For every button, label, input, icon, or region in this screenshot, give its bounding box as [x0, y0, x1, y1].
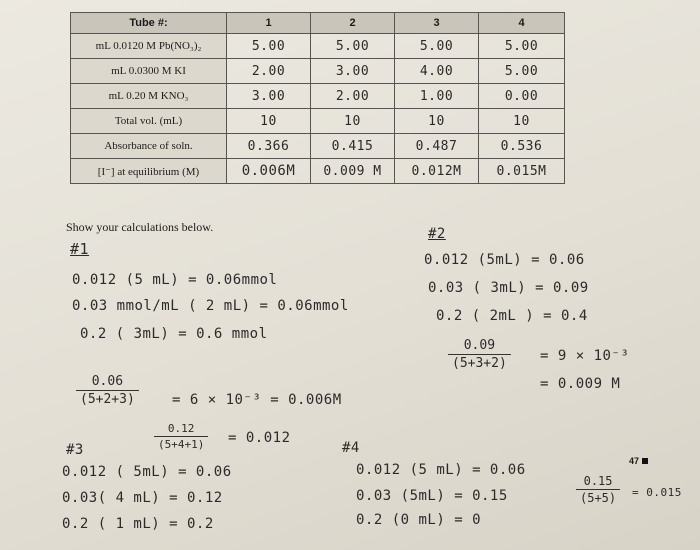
tube-number-header: Tube #: [71, 13, 227, 34]
table-cell: 5.00 [479, 59, 565, 84]
table-cell: 0.00 [479, 84, 565, 109]
tube1-label: #1 [70, 240, 90, 258]
table-cell: 10 [395, 109, 479, 134]
table-header-row [71, 13, 565, 34]
table-cell: 0.006M [227, 159, 311, 184]
table-cell: 10 [227, 109, 311, 134]
tube-header: 1 [227, 13, 311, 34]
table-row [71, 134, 565, 159]
tube2-calc-line: 0.2 ( 2mL ) = 0.4 [436, 308, 588, 324]
table-cell: 2.00 [311, 84, 395, 109]
table-cell: 1.00 [395, 84, 479, 109]
page-number-text: 47 [628, 456, 639, 466]
row-label: mL 0.0120 M Pb(NO₃)₂ [71, 34, 227, 59]
tube2-label: #2 [428, 226, 446, 242]
table-row [71, 59, 565, 84]
table-cell: 0.009 M [311, 159, 395, 184]
table-cell: 4.00 [395, 59, 479, 84]
tube3-calc-line: 0.012 ( 5mL) = 0.06 [62, 464, 232, 480]
tube1-fraction-numerator: 0.06 [76, 374, 139, 391]
table-row [71, 34, 565, 59]
tube2-calc-line: 0.03 ( 3mL) = 0.09 [428, 280, 589, 296]
tube4-fraction [576, 474, 620, 505]
tube4-label: #4 [342, 440, 360, 456]
table-cell: 0.415 [311, 134, 395, 159]
row-label: Total vol. (mL) [71, 109, 227, 134]
tube4-calc-line: 0.2 (0 mL) = 0 [356, 512, 482, 528]
tube-header: 2 [311, 13, 395, 34]
table-cell: 10 [479, 109, 565, 134]
tube-header: 4 [479, 13, 565, 34]
table-row [71, 159, 565, 184]
row-label: mL 0.0300 M KI [71, 59, 227, 84]
row-label: [I⁻] at equilibrium (M) [71, 159, 227, 184]
tube4-fraction-numerator: 0.15 [576, 474, 620, 490]
tube1-fraction-denominator: (5+2+3) [80, 392, 135, 407]
tube2-calc-line: 0.012 (5mL) = 0.06 [424, 252, 585, 268]
tube4-fraction-result: = 0.015 [632, 486, 682, 499]
table-cell: 5.00 [311, 34, 395, 59]
tube3-calc-line: 0.03( 4 mL) = 0.12 [62, 490, 223, 506]
data-table [70, 12, 565, 184]
tube1-fraction [76, 374, 139, 407]
tube2-result: = 9 × 10⁻³ [540, 348, 630, 364]
table-cell: 0.366 [227, 134, 311, 159]
page-number [629, 456, 648, 466]
table-cell: 0.012M [395, 159, 479, 184]
tube3-fraction [154, 422, 208, 451]
square-marker-icon [642, 458, 648, 464]
table-cell: 10 [311, 109, 395, 134]
table-cell: 3.00 [311, 59, 395, 84]
tube2-result: = 0.009 M [540, 376, 621, 392]
tube1-result: = 6 × 10⁻³ = 0.006M [172, 392, 342, 408]
tube4-fraction-denominator: (5+5) [580, 491, 617, 505]
tube3-calc-line: 0.2 ( 1 mL) = 0.2 [62, 516, 214, 532]
table-cell: 2.00 [227, 59, 311, 84]
table-cell: 5.00 [395, 34, 479, 59]
tube2-fraction-numerator: 0.09 [448, 338, 511, 355]
row-label: mL 0.20 M KNO₃ [71, 84, 227, 109]
tube3-fraction-numerator: 0.12 [154, 422, 208, 437]
table-cell: 3.00 [227, 84, 311, 109]
tube1-calc-line: 0.2 ( 3mL) = 0.6 mmol [80, 326, 268, 342]
table-cell: 0.487 [395, 134, 479, 159]
tube2-fraction [448, 338, 511, 371]
row-label: Absorbance of soln. [71, 134, 227, 159]
table-cell: 5.00 [479, 34, 565, 59]
tube1-calc-line: 0.012 (5 mL) = 0.06mmol [72, 272, 278, 288]
table-row [71, 109, 565, 134]
tube3-fraction-result: = 0.012 [228, 430, 291, 446]
calculations-prompt: Show your calculations below. [66, 220, 214, 234]
table-cell: 0.536 [479, 134, 565, 159]
tube3-fraction-denominator: (5+4+1) [158, 438, 205, 451]
tube-header: 3 [395, 13, 479, 34]
table-cell: 5.00 [227, 34, 311, 59]
table-row [71, 84, 565, 109]
table-cell: 0.015M [479, 159, 565, 184]
tube3-label: #3 [66, 442, 84, 458]
tube4-calc-line: 0.012 (5 mL) = 0.06 [356, 462, 526, 478]
tube4-calc-line: 0.03 (5mL) = 0.15 [356, 488, 508, 504]
tube2-fraction-denominator: (5+3+2) [452, 356, 507, 371]
tube1-calc-line: 0.03 mmol/mL ( 2 mL) = 0.06mmol [72, 298, 349, 314]
